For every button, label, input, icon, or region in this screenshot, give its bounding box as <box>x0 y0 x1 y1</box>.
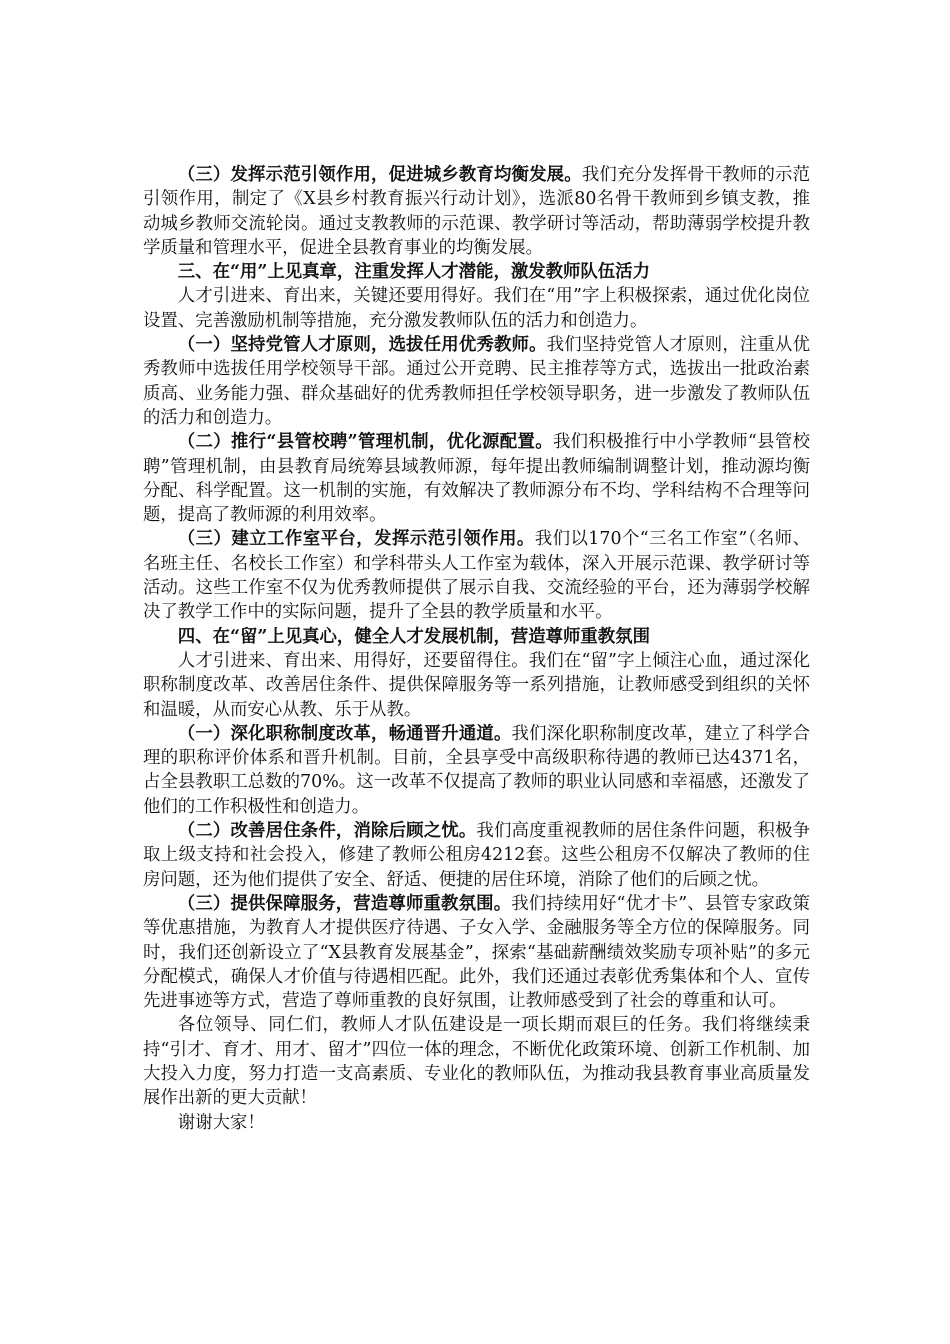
paragraph-county-management <box>143 430 810 527</box>
paragraph-text: 我们充分发挥骨干教师的示范引领作用，制定了《X县乡村教育振兴行动计划》，选派80名骨干教师到乡镇支教，推动城乡教师交流轮岗。通过支教教师的示范课、教学研讨等活动，帮助薄弱学校提升教学质量和管理水平，促进全县教育事业的均衡发展。 <box>143 165 810 258</box>
document-page <box>143 163 810 1135</box>
paragraph-studio-platform <box>143 527 810 624</box>
paragraph-support-services <box>143 892 810 1013</box>
paragraph-lead: （三）建立工作室平台，发挥示范引领作用。 <box>177 529 535 550</box>
paragraph-text: 各位领导、同仁们，教师人才队伍建设是一项长期而艰巨的任务。我们将继续秉持“引才、育才、用才、留才”四位一体的理念，不断优化政策环境、创新工作机制、加大投入力度，努力打造一支高素质、专业化的教师队伍，为推动我县教育事业高质量发展作出新的更大贡献！ <box>143 1015 810 1109</box>
paragraph-housing <box>143 819 810 892</box>
paragraph-text: 我们积极推行中小学教师“县管校聘”管理机制，由县教育局统筹县域教师源，每年提出教师编制调整计划，推动源均衡分配、科学配置。这一机制的实施，有效解决了教师源分布不均、学科结构不合理等问题，提高了教师源的利用效率。 <box>143 432 810 526</box>
paragraph-use-intro <box>143 284 810 333</box>
paragraph-text: 我们高度重视教师的居住条件问题，积极争取上级支持和社会投入，修建了教师公租房4212套。这些公租房不仅解决了教师的住房问题，还为他们提供了安全、舒适、便捷的居住环境，消除了他们的后顾之忧。 <box>143 821 810 890</box>
paragraph-text: 谢谢大家！ <box>177 1112 265 1133</box>
paragraph-lead: （二）改善居住条件，消除后顾之忧。 <box>177 821 477 842</box>
paragraph-lead: （三）提供保障服务，营造尊师重教氛围。 <box>177 893 512 914</box>
paragraph-lead: （一）深化职称制度改革，畅通晋升通道。 <box>177 723 512 744</box>
paragraph-title-reform <box>143 722 810 819</box>
paragraph-text: 人才引进来、育出来、用得好，还要留得住。我们在“留”字上倾注心血，通过深化职称制度改革、改善居住条件、提供保障服务等一系列措施，让教师感受到组织的关怀和温暖，从而安心从教、乐于从教。 <box>143 650 810 720</box>
paragraph-text: 人才引进来、育出来，关键还要用得好。我们在“用”字上积极探索，通过优化岗位设置、完善激励机制等措施，充分激发教师队伍的活力和创造力。 <box>143 286 810 331</box>
paragraph-retain-intro <box>143 649 810 722</box>
paragraph-rural-balance <box>143 163 810 260</box>
paragraph-text: 我们以170个“三名工作室”（名师、名班主任、名校长工作室）和学科带头人工作室为载体，深入开展示范课、教学研讨等活动。这些工作室不仅为优秀教师提供了展示自我、交流经验的平台，还为薄弱学校解决了教学工作中的实际问题，提升了全县的教学质量和水平。 <box>143 529 810 623</box>
paragraph-closing <box>143 1013 810 1110</box>
paragraph-text: 我们持续用好“优才卡”、县管专家政策等优惠措施，为教育人才提供医疗待遇、子女入学、金融服务等全方位的保障服务。同时，我们还创新设立了“X县教育发展基金”，探索“基础薪酬绩效奖励专项补贴”的多元分配模式，确保人才价值与待遇相匹配。此外，我们还通过表彰优秀集体和个人、宣传先进事迹等方式，营造了尊师重教的良好氛围，让教师感受到了社会的尊重和认可。 <box>143 893 810 1012</box>
paragraph-text: 我们坚持党管人才原则，注重从优秀教师中选拔任用学校领导干部。通过公开竞聘、民主推荐等方式，选拔出一批政治素质高、业务能力强、群众基础好的优秀教师担任学校领导职务，进一步激发了教师队伍的活力和创造力。 <box>143 335 810 428</box>
paragraph-lead: （一）坚持党管人才原则，选拔任用优秀教师。 <box>177 335 547 356</box>
paragraph-lead: （三）发挥示范引领作用，促进城乡教育均衡发展。 <box>177 165 582 185</box>
paragraph-lead: （二）推行“县管校聘”管理机制，优化源配置。 <box>177 432 553 453</box>
section-heading-use: 三、在“用”上见真章，注重发挥人才潜能，激发教师队伍活力 <box>177 262 650 283</box>
paragraph-text: 我们深化职称制度改革，建立了科学合理的职称评价体系和晋升机制。目前，全县享受中高级职称待遇的教师已达4371名，占全县教职工总数的70%。这一改革不仅提高了教师的职业认同感和幸福感，还激发了他们的工作积极性和创造力。 <box>143 723 810 817</box>
section-heading-retain: 四、在“留”上见真心，健全人才发展机制，营造尊师重教氛围 <box>177 626 650 647</box>
paragraph-party-principle <box>143 333 810 430</box>
paragraph-thanks <box>143 1111 810 1135</box>
